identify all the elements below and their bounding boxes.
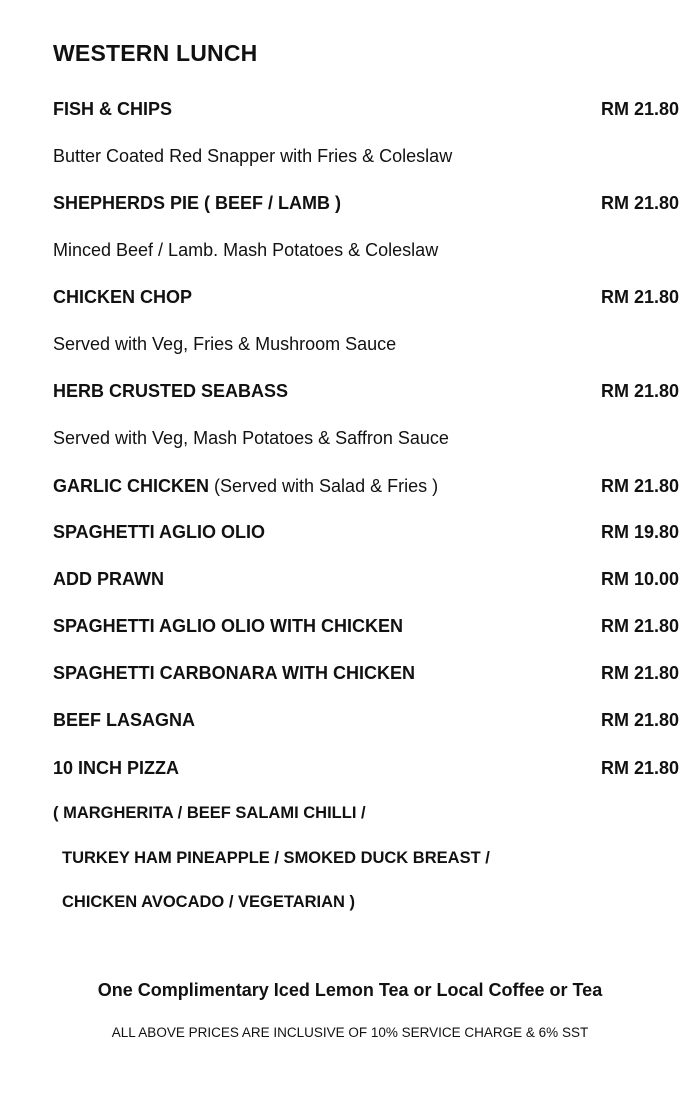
price-footnote: ALL ABOVE PRICES ARE INCLUSIVE OF 10% SERVICE CHARGE & 6% SST xyxy=(111,1025,589,1040)
pizza-options-line: ( MARGHERITA / BEEF SALAMI CHILLI / xyxy=(53,804,366,822)
pizza-options-line: TURKEY HAM PINEAPPLE / SMOKED DUCK BREAST / xyxy=(62,849,490,867)
item-price: RM 10.00 xyxy=(600,568,679,589)
menu-item-chicken-chop xyxy=(53,284,679,310)
item-name: SPAGHETTI CARBONARA WITH CHICKEN xyxy=(53,662,415,683)
item-name: BEEF LASAGNA xyxy=(53,709,196,730)
item-price: RM 19.80 xyxy=(600,521,679,542)
item-description: Served with Veg, Fries & Mushroom Sauce xyxy=(53,334,397,354)
item-name: ADD PRAWN xyxy=(53,568,164,589)
item-name: 10 INCH PIZZA xyxy=(53,757,180,778)
menu-item-herb-crusted-seabass xyxy=(53,378,679,404)
menu-item-aglio-olio-chicken xyxy=(53,613,679,639)
item-price: RM 21.80 xyxy=(600,475,679,496)
menu-item-spaghetti-aglio-olio xyxy=(53,519,679,545)
item-price: RM 21.80 xyxy=(600,286,679,307)
menu-item-shepherds-pie xyxy=(53,190,679,216)
item-name: FISH & CHIPS xyxy=(53,98,173,119)
item-price: RM 21.80 xyxy=(600,98,679,119)
item-price: RM 21.80 xyxy=(600,192,679,213)
item-description: Minced Beef / Lamb. Mash Potatoes & Coleslaw xyxy=(53,240,439,260)
menu-item-fish-chips xyxy=(53,96,679,122)
menu-item-beef-lasagna xyxy=(53,707,679,733)
menu-item-add-prawn xyxy=(53,566,679,592)
item-price: RM 21.80 xyxy=(600,662,679,683)
menu-item-garlic-chicken xyxy=(53,473,679,499)
menu-title: WESTERN LUNCH xyxy=(53,40,258,66)
item-price: RM 21.80 xyxy=(600,757,679,778)
item-name: CHICKEN CHOP xyxy=(53,286,193,307)
item-price: RM 21.80 xyxy=(600,380,679,401)
menu-item-carbonara-chicken xyxy=(53,660,679,686)
item-name: HERB CRUSTED SEABASS xyxy=(53,380,289,401)
item-price: RM 21.80 xyxy=(600,615,679,636)
item-price: RM 21.80 xyxy=(600,709,679,730)
item-name: SHEPHERDS PIE ( BEEF / LAMB ) xyxy=(53,192,342,213)
complimentary-drink-note: One Complimentary Iced Lemon Tea or Local Coffee or Tea xyxy=(97,980,603,1000)
menu-item-10-inch-pizza xyxy=(53,755,679,781)
item-name xyxy=(53,476,438,497)
pizza-options-line: CHICKEN AVOCADO / VEGETARIAN ) xyxy=(62,893,356,911)
item-name-text: GARLIC CHICKEN xyxy=(53,475,209,496)
item-note: (Served with Salad & Fries ) xyxy=(209,475,439,496)
item-name: SPAGHETTI AGLIO OLIO xyxy=(53,521,266,542)
item-description: Served with Veg, Mash Potatoes & Saffron Sauce xyxy=(53,428,449,448)
item-description: Butter Coated Red Snapper with Fries & Coleslaw xyxy=(53,146,453,166)
item-name: SPAGHETTI AGLIO OLIO WITH CHICKEN xyxy=(53,615,403,636)
